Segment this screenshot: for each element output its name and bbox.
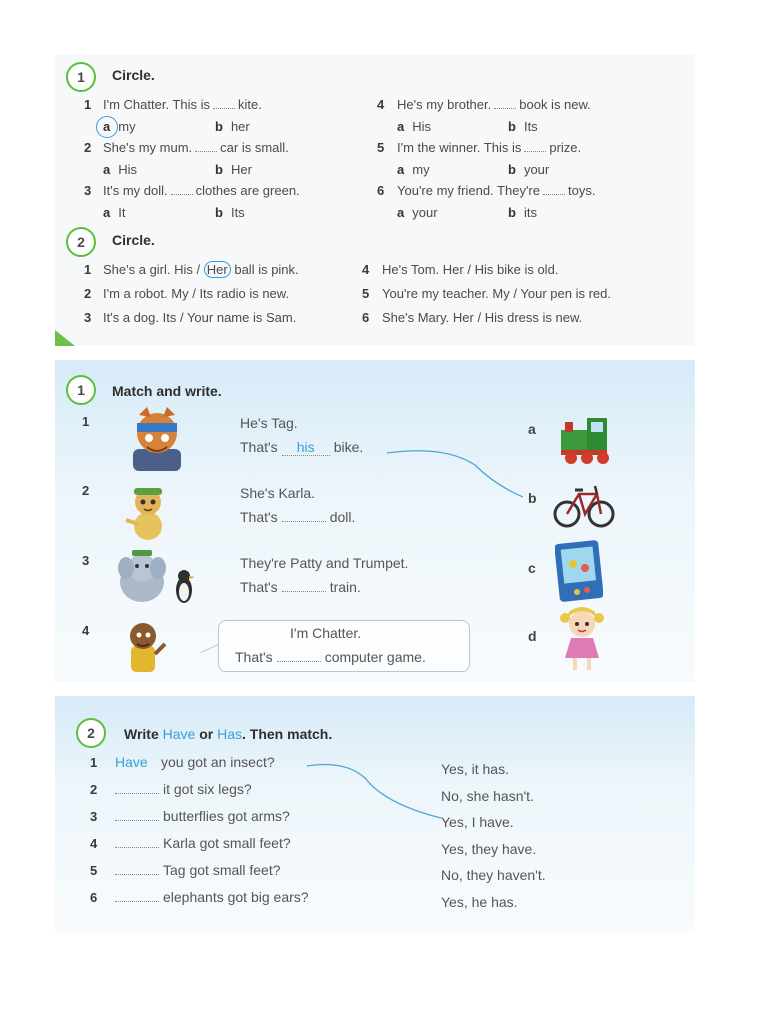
ex3-line1: I'm Chatter. xyxy=(290,625,362,641)
ex4-answer-blank[interactable] xyxy=(115,901,159,902)
match-line xyxy=(305,760,445,822)
ex2-item-sentence: It's a dog. Its / Your name is Sam. xyxy=(103,310,297,325)
ex4-response: No, she hasn't. xyxy=(441,788,534,804)
ex2-item-number: 4 xyxy=(362,262,370,277)
exercise-4-badge: 2 xyxy=(76,718,106,748)
ex3-letter: b xyxy=(528,490,537,506)
ex2-item-number: 2 xyxy=(84,286,92,301)
ex2-item-sentence: You're my teacher. My / Your pen is red. xyxy=(382,286,611,301)
exercise-3-badge: 1 xyxy=(66,375,96,405)
exercise-1-badge: 1 xyxy=(66,62,96,92)
ex1-option-b[interactable]: b Her xyxy=(215,162,252,177)
exercise-3-title: Match and write. xyxy=(112,383,222,399)
ex4-answer-blank[interactable] xyxy=(115,820,159,821)
ex3-answer-blank[interactable] xyxy=(282,591,326,592)
ex3-line2: That's computer game. xyxy=(235,649,426,665)
ex2-item-number: 1 xyxy=(84,262,92,277)
karla-character-picture xyxy=(120,480,175,542)
ex1-option-b[interactable]: b your xyxy=(508,162,550,177)
ex1-item-sentence: You're my friend. They're toys. xyxy=(397,183,596,198)
ex3-item-number: 3 xyxy=(82,553,90,568)
ex3-line2: That's train. xyxy=(240,579,361,595)
ex3-letter: c xyxy=(528,560,536,576)
tag-character-picture xyxy=(125,405,190,473)
ex3-answer-blank[interactable] xyxy=(282,521,326,522)
ex2-item-number: 5 xyxy=(362,286,370,301)
ex4-item-number: 5 xyxy=(90,863,98,878)
answer-have: Have xyxy=(115,754,148,770)
ex4-response: Yes, it has. xyxy=(441,761,509,777)
ex1-item-sentence xyxy=(103,97,262,112)
ex3-line1: She's Karla. xyxy=(240,485,316,501)
ex3-item-number: 4 xyxy=(82,623,90,638)
computer-game-picture xyxy=(555,540,603,602)
ex4-question: Have you got an insect? xyxy=(115,754,275,770)
ex4-answer-blank[interactable] xyxy=(115,874,159,875)
ex4-question: butterflies got arms? xyxy=(115,808,290,824)
ex3-letter: a xyxy=(528,421,536,437)
exercise-1-title: Circle. xyxy=(112,67,155,83)
ex4-item-number: 4 xyxy=(90,836,98,851)
ex1-option-a[interactable]: a my xyxy=(103,119,136,134)
ex4-answer-blank[interactable] xyxy=(115,793,159,794)
ex4-item-number: 2 xyxy=(90,782,98,797)
exercise-2-badge: 2 xyxy=(66,227,96,257)
ex1-option-b[interactable]: b Its xyxy=(508,119,538,134)
patty-trumpet-picture xyxy=(112,546,202,606)
ex3-line2: That's doll. xyxy=(240,509,356,525)
ex2-item-sentence: I'm a robot. My / Its radio is new. xyxy=(103,286,290,301)
ex4-item-number: 1 xyxy=(90,755,98,770)
match-line xyxy=(385,445,525,505)
ex3-line1: They're Patty and Trumpet. xyxy=(240,555,409,571)
ex1-item-number: 5 xyxy=(377,140,385,155)
ex4-response: No, they haven't. xyxy=(441,867,546,883)
ex1-item-post: kite. xyxy=(238,97,262,112)
ex4-response: Yes, he has. xyxy=(441,894,518,910)
ex1-item-number: 6 xyxy=(377,183,385,198)
ex3-line1: He's Tag. xyxy=(240,415,298,431)
ex1-item-pre: I'm Chatter. This is xyxy=(103,97,210,112)
ex1-option-b[interactable]: b her xyxy=(215,119,250,134)
ex2-item-sentence: He's Tom. Her / His bike is old. xyxy=(382,262,559,277)
ex1-item-sentence: She's my mum. car is small. xyxy=(103,140,289,155)
ex4-item-number: 6 xyxy=(90,890,98,905)
ex1-option-b[interactable]: b its xyxy=(508,205,537,220)
train-picture xyxy=(557,412,615,468)
ex4-response: Yes, I have. xyxy=(441,814,514,830)
ex3-letter: d xyxy=(528,628,537,644)
ex4-question: it got six legs? xyxy=(115,781,252,797)
ex1-option-a[interactable]: a His xyxy=(103,162,138,177)
ex4-answer-blank[interactable] xyxy=(115,847,159,848)
ex3-answer-blank[interactable] xyxy=(277,661,321,662)
ex4-question: Tag got small feet? xyxy=(115,862,281,878)
ex1-item-sentence: It's my doll. clothes are green. xyxy=(103,183,300,198)
exercise-4-title: Write Have or Has. Then match. xyxy=(124,726,333,742)
ex4-response: Yes, they have. xyxy=(441,841,537,857)
ex2-item-sentence: She's a girl. His / Her ball is pink. xyxy=(103,262,299,277)
circled-choice[interactable]: Her xyxy=(204,261,231,278)
ex3-item-number: 2 xyxy=(82,483,90,498)
ex1-item-number: 4 xyxy=(377,97,385,112)
ex1-item-sentence: I'm the winner. This is prize. xyxy=(397,140,582,155)
ex2-item-number: 6 xyxy=(362,310,370,325)
chatter-character-picture xyxy=(117,614,172,676)
ex4-question: elephants got big ears? xyxy=(115,889,309,905)
ex1-option-a[interactable]: a my xyxy=(397,162,430,177)
ex1-item-sentence: He's my brother. book is new. xyxy=(397,97,591,112)
bike-picture xyxy=(553,478,615,532)
ex1-option-a[interactable]: a your xyxy=(397,205,438,220)
exercise-2-title: Circle. xyxy=(112,232,155,248)
ex1-item-number: 1 xyxy=(84,97,92,112)
answer-his: his xyxy=(296,439,315,455)
ex1-option-b[interactable]: b Its xyxy=(215,205,245,220)
ex1-item-number: 2 xyxy=(84,140,92,155)
ex2-item-number: 3 xyxy=(84,310,92,325)
ex4-item-number: 3 xyxy=(90,809,98,824)
ex1-option-a[interactable]: a It xyxy=(103,205,126,220)
corner-triangle xyxy=(55,330,75,346)
ex1-item-number: 3 xyxy=(84,183,92,198)
ex2-item-sentence: She's Mary. Her / His dress is new. xyxy=(382,310,583,325)
ex1-option-a[interactable]: a His xyxy=(397,119,432,134)
doll-picture xyxy=(555,604,609,672)
circled-answer-ring xyxy=(96,116,118,138)
ex3-item-number: 1 xyxy=(82,414,90,429)
ex4-question: Karla got small feet? xyxy=(115,835,291,851)
ex3-line2: That's his bike. xyxy=(240,439,364,455)
